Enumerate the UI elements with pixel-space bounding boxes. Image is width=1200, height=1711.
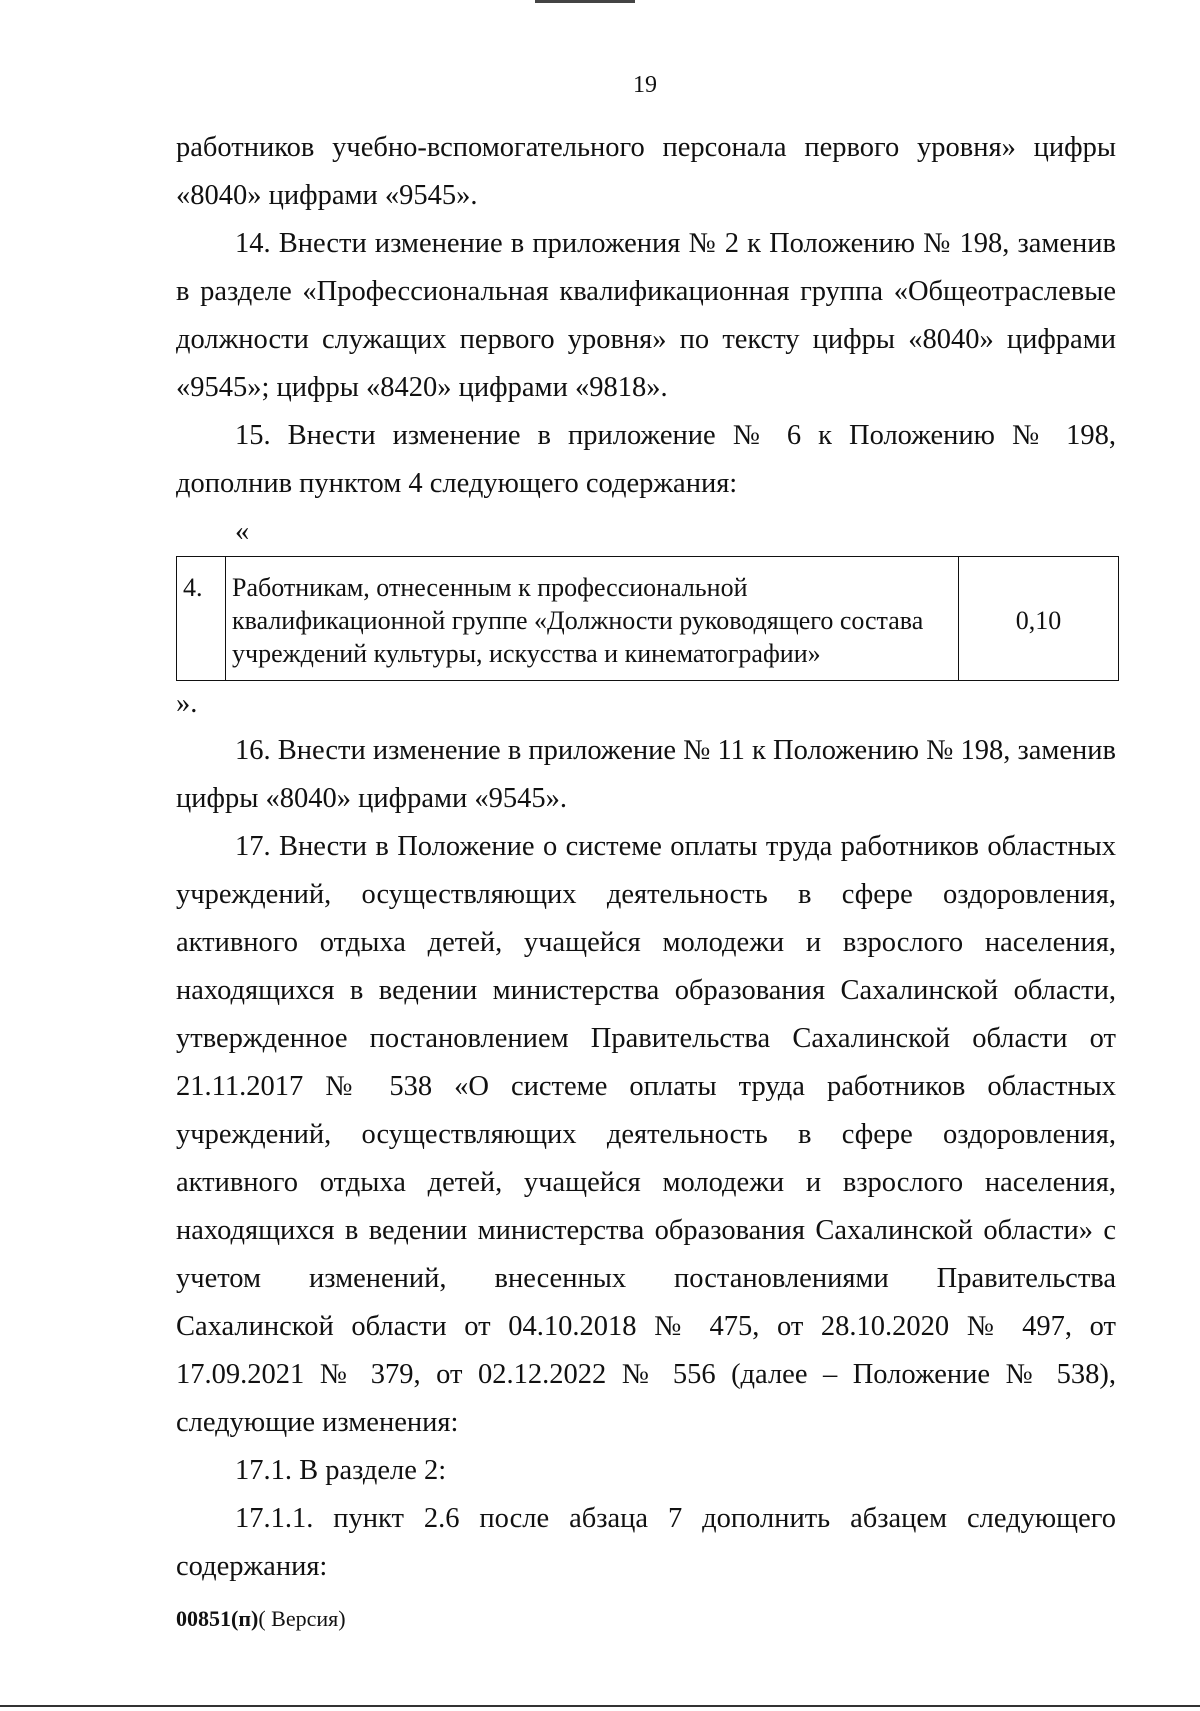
document-footer — [176, 1606, 346, 1632]
document-body — [176, 124, 1116, 1591]
paragraph-item-15: 15. Внести изменение в приложение № 6 к Положению № 198, дополнив пунктом 4 следующего содержания: — [176, 420, 1116, 499]
paragraph-item-17-1: 17.1. В разделе 2: — [235, 1455, 447, 1486]
paragraph-item-17: 17. Внести в Положение о системе оплаты труда работников областных учреждений, осуществляющих деятельность в сфере оздоровления, активного отдыха детей, учащейся молодежи и взрослого населения, находящихся в ведении министерства образования Сахалинской области, утвержденное постановлением Правительства Сахалинской области от 21.11.2017 № 538 «О системе оплаты труда работников областных учреждений, осуществляющих деятельность в сфере оздоровления, активного отдыха детей, учащейся молодежи и взрослого населения, находящихся в ведении министерства образования Сахалинской области» с учетом изменений, внесенных постановлениями Правительства Сахалинской области от 04.10.2018 № 475, от 28.10.2020 № 497, от 17.09.2021 № 379, от 02.12.2022 № 556 (далее – Положение № 538), следующие изменения: — [176, 831, 1116, 1438]
table-row — [177, 557, 1119, 681]
table-cell-coefficient: 0,10 — [959, 557, 1119, 681]
top-edge-rule — [535, 0, 635, 3]
bottom-edge-rule — [0, 1705, 1200, 1707]
document-version: ( Версия) — [258, 1606, 346, 1631]
paragraph-continuation: работников учебно-вспомогательного персонала первого уровня» цифры «8040» цифрами «9545». — [176, 132, 1116, 211]
paragraph-item-14: 14. Внести изменение в приложения № 2 к Положению № 198, заменив в разделе «Профессиональная квалификационная группа «Общеотраслевые должности служащих первого уровня» по тексту цифры «8040» цифрами «9545»; цифры «8420» цифрами «9818». — [176, 228, 1116, 403]
table-cell-description: Работникам, отнесенным к профессиональной квалификационной группе «Должности руководящего состава учреждений культуры, искусства и кинематографии» — [226, 557, 959, 681]
document-code: 00851(п) — [176, 1606, 259, 1631]
paragraph-item-16: 16. Внести изменение в приложение № 11 к Положению № 198, заменив цифры «8040» цифрами «9545». — [176, 735, 1116, 814]
paragraph-item-17-1-1: 17.1.1. пункт 2.6 после абзаца 7 дополнить абзацем следующего содержания: — [176, 1503, 1116, 1582]
page-number: 19 — [633, 72, 657, 98]
closing-quote-mark: ». — [176, 688, 198, 719]
coefficient-table — [176, 556, 1119, 681]
table-cell-number: 4. — [177, 557, 226, 681]
opening-quote-mark: « — [235, 516, 250, 547]
